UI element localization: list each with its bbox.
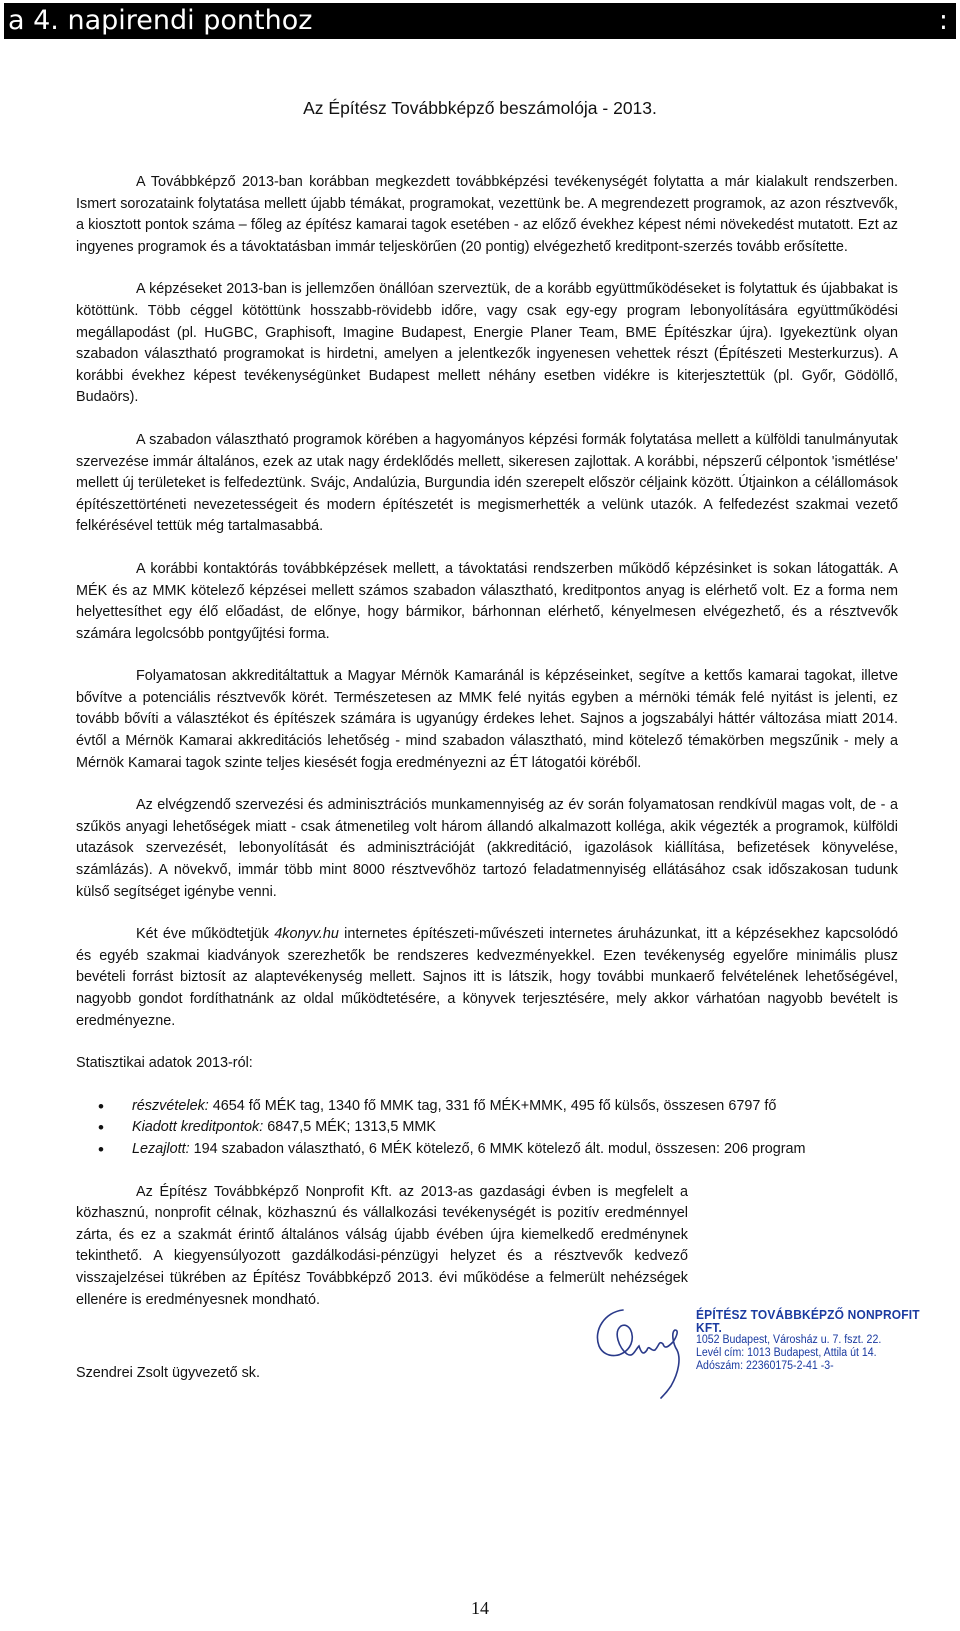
stats-item-text: 6847,5 MÉK; 1313,5 MMK	[263, 1119, 436, 1136]
handwritten-signature	[585, 1300, 705, 1400]
stats-item	[76, 1117, 898, 1139]
paragraph-2: A képzéseket 2013-ban is jellemzően önállóan szerveztük, de a korább együttműködéseket is folytattuk és újabbakat is kötöttünk. Több céggel kötöttünk hosszabb-rövidebb időre, vagy csak egy-egy program lebonyolítására együttműködési megállapodást (pl. HuGBC, Graphisoft, Imagine Budapest, Energie Planer Team, BME Építészkar újra). Igyekeztünk olyan szabadon választható programokat is hirdetni, amelyen a jelentkezők ingyenesen vehettek részt (Építészeti Mesterkurzus). A korábbi évekhez képest tevékenységünket Budapest mellett néhány esetben vidékre is kiterjesztettük (pl. Győr, Gödöllő, Budaörs).	[76, 281, 898, 406]
stats-title: Statisztikai adatok 2013-ról:	[76, 1055, 253, 1072]
page-number: 14	[471, 1598, 489, 1618]
paragraph-7-start: Két éve működtetjük	[136, 926, 275, 943]
agenda-header-text: a 4. napirendi ponthoz	[8, 5, 313, 36]
signer-name: Szendrei Zsolt ügyvezető sk.	[76, 1365, 260, 1381]
stats-item-text: 4654 fő MÉK tag, 1340 fő MMK tag, 331 fő MÉK+MMK, 495 fő külsős, összesen 6797 fő	[208, 1097, 777, 1114]
stamp-mail-address: Levél cím: 1013 Budapest, Attila út 14.	[696, 1347, 877, 1359]
stats-item-text: 194 szabadon választható, 6 MÉK kötelező, 6 MMK kötelező ált. modul, összesen: 206 program	[189, 1140, 806, 1157]
closing-paragraph: Az Építész Továbbképző Nonprofit Kft. az 2013-as gazdasági évben is megfelelt a közhasznú, nonprofit célnak, közhasznú és vállalkozási tevékenységét is pozitív eredménnyel zárta, és ez a szakmát érintő általános válság újabb évében újra kiemelkedő eredménynek tekinthető. A kiegyensúlyozott gazdálkodási-pénzügyi helyzet és a résztvevők kedvező visszajelzései tükrében az Építész Továbbképző 2013. évi működése a felmerült nehézségek ellenére is eredményesnek mondható.	[76, 1183, 688, 1308]
stats-list	[76, 1096, 898, 1161]
stamp-address: 1052 Budapest, Városház u. 7. fszt. 22.	[696, 1334, 882, 1346]
report-title: Az Építész Továbbképző beszámolója - 2013.	[303, 98, 657, 118]
agenda-header-bar	[4, 3, 956, 39]
company-stamp	[696, 1308, 939, 1373]
stats-item	[76, 1096, 898, 1118]
stats-item	[76, 1139, 898, 1161]
webshop-name: 4konyv.hu	[274, 926, 339, 943]
stamp-tax-number: Adószám: 22360175-2-41 -3-	[696, 1360, 834, 1372]
paragraph-1: A Továbbképző 2013-ban korábban megkezdett továbbképzési tevékenységét folytatta a már kialakult rendszerben. Ismert sorozataink folytatása mellett újabb témákat, programokat, vezettünk be. A megrendezett programok, az azon résztvevők, a kiosztott pontok száma – főleg az építész kamarai tagok esetében - az előző évekhez képest némi növekedést mutatott. Ezt az ingyenes programok és a távoktatásban immár teljeskörűen (20 pontig) elvégezhető kreditpont-szerzés tovább erősítette.	[76, 174, 898, 255]
paragraph-4: A korábbi kontaktórás továbbképzések mellett, a távoktatási rendszerben működő képzésinket is sokan látogatták. A MÉK és az MMK kötelező képzései mellett számos szabadon választható, kreditpontos anyag is elérhető volt. Ez a forma nem helyettesíthet egy élő előadást, de előnye, hogy bármikor, bárhonnan elérhető, kényelmesen elvégezhető, és a résztvevők számára legolcsóbb pontgyűjtési forma.	[76, 560, 898, 642]
paragraph-5: Folyamatosan akkreditáltattuk a Magyar Mérnök Kamaránál is képzéseinket, segítve a kettős kamarai tagokat, illetve bővítve a potenciális résztvevők körét. Természetesen az MMK felé nyitás egyben a mérnöki témák felé nyitást is jelenti, ez tovább bővíti a választékot és építészek számára is ugyanúgy érdekes lehet. Sajnos a jogszabályi háttér változása miatt 2014. évtől a Mérnök Kamarai akkreditációs lehetőség - mind szabadon választható, mind kötelező témakörben megszűnik - mely a Mérnök Kamarai tagok szinte teljes kiesését fogja eredményezni az ÉT látogatói köréből.	[76, 668, 898, 771]
paragraph-6: Az elvégzendő szervezési és adminisztrációs munkamennyiség az év során folyamatosan rendkívül magas volt, de - a szűkös anyagi lehetőségek miatt - csak átmenetileg volt három állandó alkalmazott kolléga, akik végezték a programok, külföldi utazások szervezését, lebonyolítását és adminisztrációját (akkreditáció, igazolások kiállítása, befizetések könyvelése, számlázás). A növekvő, immár több mint 8000 résztvevőhöz tartozó feladatmennyiség ellátásához csak időszakosan tudunk külső segítséget igénybe venni.	[76, 797, 898, 900]
report-body	[76, 172, 898, 1332]
stamp-company-name: ÉPÍTÉSZ TOVÁBBKÉPZŐ NONPROFIT KFT.	[696, 1307, 920, 1335]
header-right-mark: :	[938, 5, 948, 36]
paragraph-7-end: internetes építészeti-művészeti internetes áruházunkat, itt a képzésekhez kapcsolódó és egyéb szakmai kiadványok szerezhetők be rendszeres kedvezményekkel. Ezen tevékenység egyelőre minimális plusz bevételi forrást biztosít az alaptevékenység mellett. Sajnos itt is látszik, hogy további munkaerő felvételének lehetőségével, nagyobb gondot fordíthatnánk az oldal működtetésére, a könyvek terjesztésére, mely akkor várhatóan nagyobb bevételt is eredményezne.	[76, 926, 899, 1029]
paragraph-7	[76, 924, 898, 1032]
stats-item-label: Lezajlott:	[132, 1140, 190, 1157]
paragraph-3: A szabadon választható programok körében a hagyományos képzési formák folytatása mellett a külföldi tanulmányutak szervezése immár általános, ezek az utak nagy érdeklődés mellett, sikeresen zajlottak. A korábbi, népszerű célpontok 'ismétlése' mellett új területeket is felfedeztünk. Svájc, Andalúzia, Burgundia idén szerepelt először céljaink között. Útjainkon a célállomások építészettörténeti nevezetességeit és modern építészetét is megismerhették a velünk utazók. A felfedezést szakmai vezető felkérésével tettük még tartalmasabbá.	[76, 431, 898, 535]
stats-item-label: Kiadott kreditpontok:	[132, 1119, 264, 1136]
stats-item-label: részvételek:	[132, 1097, 209, 1114]
